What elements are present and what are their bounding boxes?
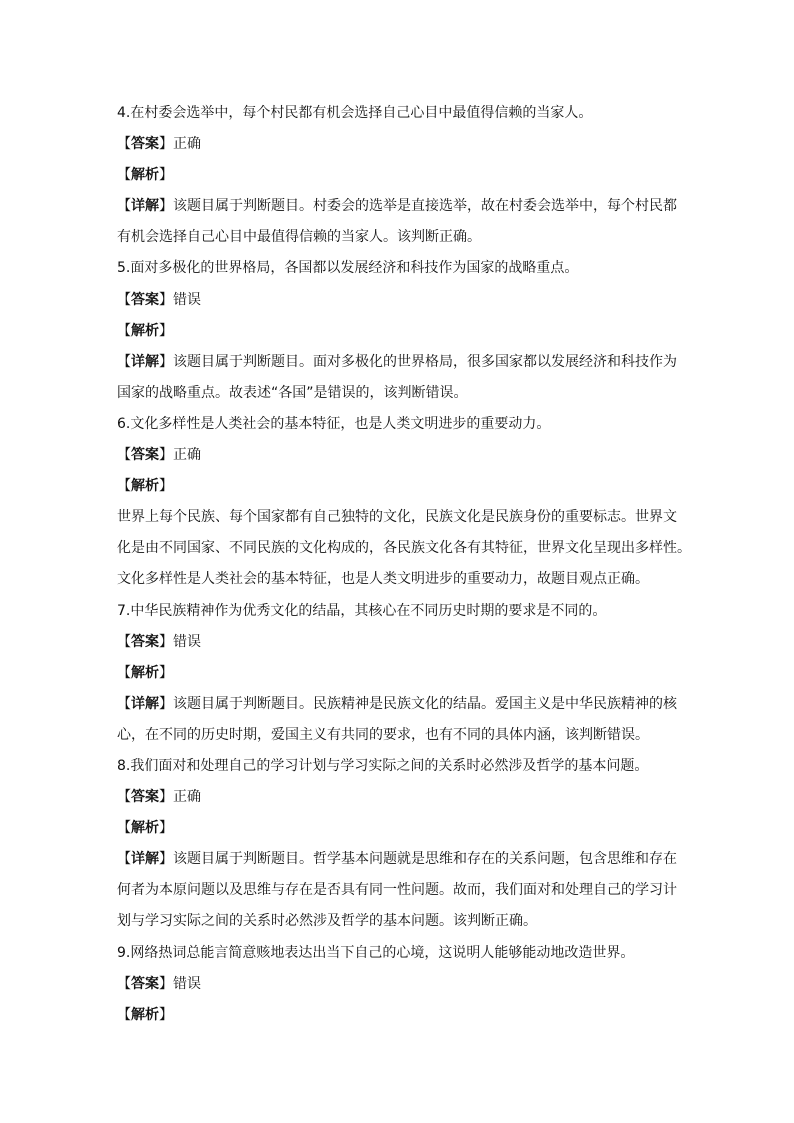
bracket-open: 【 [117,478,131,495]
explanation-line [117,720,677,751]
label-word: 解析 [131,820,159,837]
detail-line [117,844,677,875]
question-text: 4.在村委会选举中，每个村民都有机会选择自己心目中最值得信赖的当家人。 [117,105,593,121]
explanation-text: 化是由不同国家、不同民族的文化构成的，各民族文化各有其特征，世界文化呈现出多样性。 [117,540,691,557]
bracket-close: 】 [159,291,173,308]
bracket-close: 】 [159,820,173,837]
bracket-close: 】 [159,167,173,184]
answer-label [117,789,173,805]
explanation-line [117,533,691,564]
detail-text: 该题目属于判断题目。哲学基本问题就是思维和存在的关系问题，包含思维和存在 [173,851,677,868]
detail-text: 该题目属于判断题目。村委会的选举是直接选举，故在村委会选举中，每个村民都 [173,198,677,215]
answer-label [117,447,173,463]
bracket-open: 【 [117,167,131,184]
heading-line [117,160,677,191]
explanation-text: 心，在不同的历史时期，爱国主义有共同的要求，也有不同的具体内涵，该判断错误。 [117,726,649,743]
label-word: 详解 [131,851,159,868]
bracket-close: 】 [159,664,173,681]
answer-value: 正确 [173,789,201,806]
heading-line [117,813,677,844]
question-line [117,253,677,284]
question-text: 7.中华民族精神作为优秀文化的结晶，其核心在不同历史时期的要求是不同的。 [117,602,607,619]
question-text: 9.网络热词总能言简意赅地表达出当下自己的心境，这说明人能够能动地改造世界。 [117,944,635,961]
answer-value: 正确 [173,136,201,153]
bracket-close: 】 [159,975,173,992]
bracket-open: 【 [117,633,131,650]
bracket-open: 【 [117,664,131,681]
detail-line [117,347,677,378]
label-word: 答案 [131,789,159,806]
answer-line [117,627,677,658]
question-line [117,938,677,969]
bracket-open: 【 [117,1006,131,1023]
detail-label [117,354,173,370]
label-word: 详解 [131,198,159,215]
answer-line [117,440,677,471]
detail-line [117,191,677,222]
explanation-text: 国家的战略重点。故表述“各国”是错误的，该判断错误。 [117,384,468,401]
heading-line [117,316,677,347]
answer-label [117,292,173,308]
heading-label [117,323,173,339]
bracket-close: 】 [159,851,173,868]
label-word: 答案 [131,975,159,992]
bracket-close: 】 [159,633,173,650]
label-word: 解析 [131,322,159,339]
detail-line [117,689,677,720]
bracket-close: 】 [159,447,173,464]
label-word: 解析 [131,1006,159,1023]
bracket-open: 【 [117,198,131,215]
question-line [117,596,677,627]
label-word: 解析 [131,664,159,681]
heading-label [117,478,173,494]
heading-label [117,1007,173,1023]
label-word: 答案 [131,633,159,650]
explanation-line [117,222,677,253]
label-word: 详解 [131,353,159,370]
document-body [117,98,691,1031]
bracket-close: 】 [159,353,173,370]
heading-line [117,471,677,502]
label-word: 答案 [131,447,159,464]
explanation-line [117,564,677,595]
question-text: 8.我们面对和处理自己的学习计划与学习实际之间的关系时必然涉及哲学的基本问题。 [117,757,649,774]
heading-label [117,820,173,836]
question-text: 6.文化多样性是人类社会的基本特征，也是人类文明进步的重要动力。 [117,415,551,432]
detail-text: 该题目属于判断题目。面对多极化的世界格局，很多国家都以发展经济和科技作为 [173,353,677,370]
bracket-open: 【 [117,136,131,153]
answer-label [117,976,173,992]
question-text: 5.面对多极化的世界格局，各国都以发展经济和科技作为国家的战略重点。 [117,260,579,277]
question-line [117,409,677,440]
bracket-close: 】 [159,789,173,806]
heading-label [117,665,173,681]
bracket-open: 【 [117,291,131,308]
bracket-open: 【 [117,851,131,868]
explanation-line [117,378,677,409]
bracket-close: 】 [159,136,173,153]
bracket-close: 】 [159,198,173,215]
explanation-line [117,502,677,533]
explanation-line [117,875,677,906]
bracket-open: 【 [117,975,131,992]
detail-label [117,198,173,214]
bracket-close: 】 [159,1006,173,1023]
explanation-line [117,906,677,937]
bracket-close: 】 [159,322,173,339]
label-word: 解析 [131,478,159,495]
explanation-text: 文化多样性是人类社会的基本特征，也是人类文明进步的重要动力，故题目观点正确。 [117,571,649,588]
label-word: 答案 [131,291,159,308]
answer-line [117,782,677,813]
answer-value: 错误 [173,291,201,308]
bracket-open: 【 [117,353,131,370]
answer-value: 错误 [173,633,201,650]
answer-line [117,969,677,1000]
detail-label [117,696,173,712]
bracket-open: 【 [117,322,131,339]
explanation-text: 何者为本原问题以及思维与存在是否具有同一性问题。故而，我们面对和处理自己的学习计 [117,882,677,899]
answer-line [117,129,677,160]
answer-value: 错误 [173,975,201,992]
question-line [117,98,677,129]
bracket-open: 【 [117,447,131,464]
detail-label [117,851,173,867]
heading-label [117,167,173,183]
explanation-text: 世界上每个民族、每个国家都有自己独特的文化，民族文化是民族身份的重要标志。世界文 [117,509,677,526]
bracket-close: 】 [159,695,173,712]
bracket-open: 【 [117,789,131,806]
question-line [117,751,677,782]
bracket-open: 【 [117,695,131,712]
explanation-text: 有机会选择自己心目中最值得信赖的当家人。该判断正确。 [117,229,481,246]
label-word: 答案 [131,136,159,153]
bracket-open: 【 [117,820,131,837]
detail-text: 该题目属于判断题目。民族精神是民族文化的结晶。爱国主义是中华民族精神的核 [173,695,677,712]
answer-label [117,634,173,650]
answer-line [117,285,677,316]
heading-line [117,1000,677,1031]
label-word: 详解 [131,695,159,712]
label-word: 解析 [131,167,159,184]
explanation-text: 划与学习实际之间的关系时必然涉及哲学的基本问题。该判断正确。 [117,913,537,930]
bracket-close: 】 [159,478,173,495]
answer-label [117,136,173,152]
heading-line [117,658,677,689]
answer-value: 正确 [173,447,201,464]
